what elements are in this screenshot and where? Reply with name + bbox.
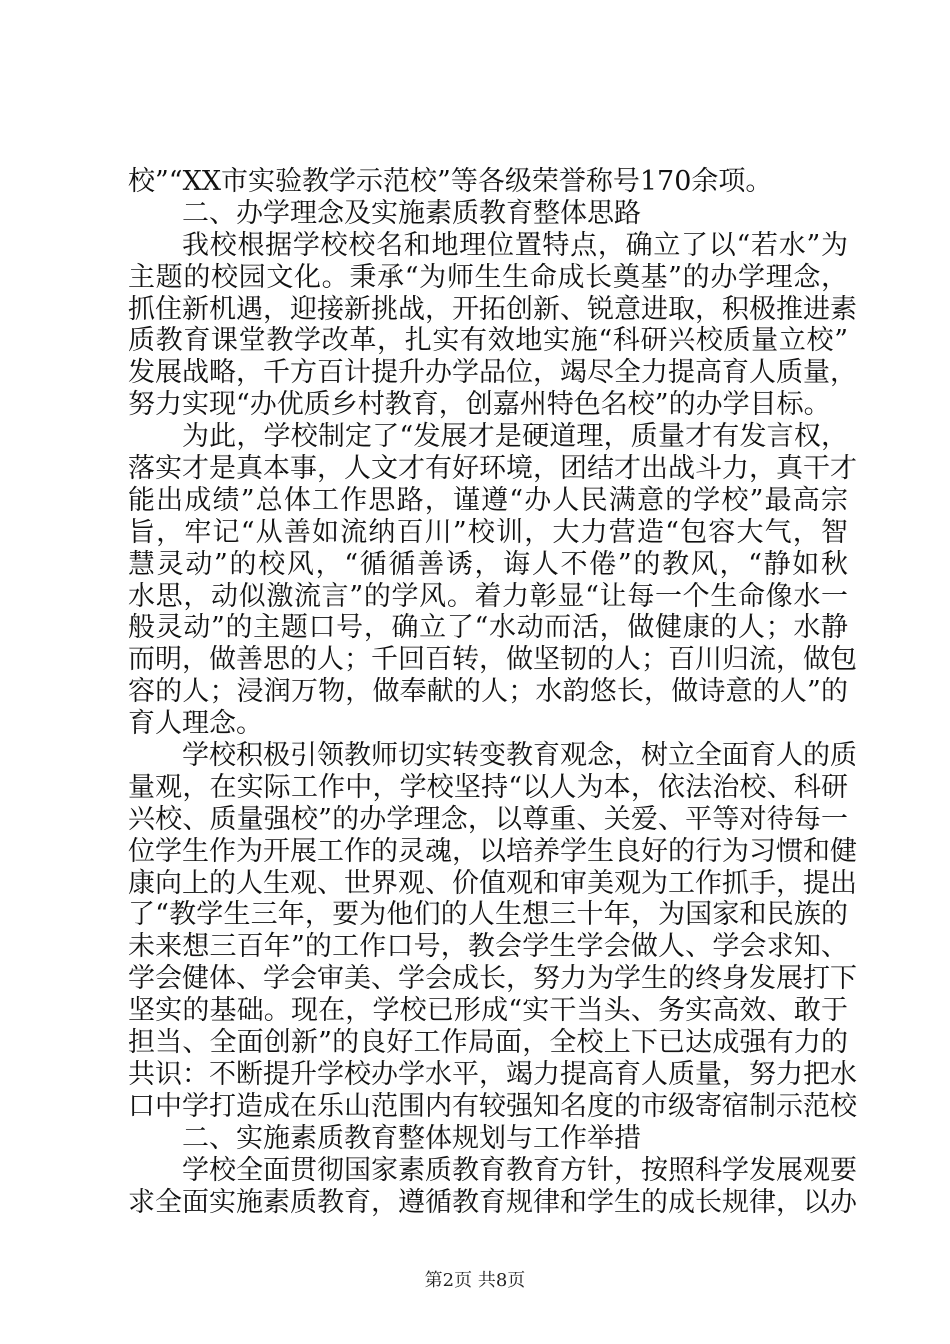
text-line: 而明，做善思的人；千回百转，做坚韧的人；百川归流，做包 <box>128 644 857 676</box>
text-line: 容的人；浸润万物，做奉献的人；水韵悠长，做诗意的人”的 <box>128 676 848 708</box>
text-line: 二、办学理念及实施素质教育整体思路 <box>182 197 641 229</box>
text-line: 为此，学校制定了“发展才是硬道理，质量才有发言权， <box>182 421 848 453</box>
text-line: 求全面实施素质教育，遵循教育规律和学生的成长规律，以办 <box>128 1186 857 1218</box>
text-line: 了“教学生三年，要为他们的人生想三十年，为国家和民族的 <box>128 899 848 931</box>
text-line: 旨，牢记“从善如流纳百川”校训，大力营造“包容大气，智 <box>128 516 848 548</box>
text-line: 能出成绩”总体工作思路，谨遵“办人民满意的学校”最高宗 <box>128 484 848 516</box>
text-line: 校”“XX市实验教学示范校”等各级荣誉称号170余项。 <box>128 166 773 197</box>
document-body <box>128 166 857 1218</box>
text-line: 学校全面贯彻国家素质教育教育方针，按照科学发展观要 <box>182 1154 857 1186</box>
text-line: 学会健体、学会审美、学会成长，努力为学生的终身发展打下 <box>128 963 857 995</box>
text-line: 共识：不断提升学校办学水平，竭力提高育人质量，努力把水 <box>128 1058 857 1090</box>
text-line: 口中学打造成在乐山范围内有较强知名度的市级寄宿制示范校 <box>128 1090 857 1122</box>
text-line: 慧灵动”的校风，“循循善诱，诲人不倦”的教风，“静如秋 <box>128 548 848 580</box>
text-line: 未来想三百年”的工作口号，教会学生学会做人、学会求知、 <box>128 931 848 963</box>
text-line: 担当、全面创新”的良好工作局面，全校上下已达成强有力的 <box>128 1027 848 1059</box>
text-line: 量观，在实际工作中，学校坚持“以人为本，依法治校、科研 <box>128 771 848 803</box>
text-line: 康向上的人生观、世界观、价值观和审美观为工作抓手，提出 <box>128 867 857 899</box>
text-line: 我校根据学校校名和地理位置特点，确立了以“若水”为 <box>182 229 848 261</box>
page-number-footer: 第2页 共8页 <box>424 1270 526 1291</box>
text-line: 水思，动似激流言”的学风。着力彰显“让每一个生命像水一 <box>128 580 848 612</box>
text-line: 育人理念。 <box>128 708 263 740</box>
text-line: 抓住新机遇，迎接新挑战，开拓创新、锐意进取，积极推进素 <box>128 293 857 325</box>
text-line: 质教育课堂教学改革，扎实有效地实施“科研兴校质量立校” <box>128 325 848 357</box>
text-line: 二、实施素质教育整体规划与工作举措 <box>182 1122 641 1154</box>
text-line: 兴校、质量强校”的办学理念，以尊重、关爱、平等对待每一 <box>128 803 848 835</box>
text-line: 位学生作为开展工作的灵魂，以培养学生良好的行为习惯和健 <box>128 835 857 867</box>
text-line: 努力实现“办优质乡村教育，创嘉州特色名校”的办学目标。 <box>128 389 831 421</box>
text-line: 落实才是真本事，人文才有好环境，团结才出战斗力，真干才 <box>128 453 857 485</box>
text-line: 学校积极引领教师切实转变教育观念，树立全面育人的质 <box>182 740 857 772</box>
text-line: 主题的校园文化。秉承“为师生生命成长奠基”的办学理念， <box>128 261 848 293</box>
text-line: 坚实的基础。现在，学校已形成“实干当头、务实高效、敢于 <box>128 995 848 1027</box>
text-line: 般灵动”的主题口号，确立了“水动而活，做健康的人；水静 <box>128 612 848 644</box>
text-line: 发展战略，千方百计提升办学品位，竭尽全力提高育人质量， <box>128 357 857 389</box>
